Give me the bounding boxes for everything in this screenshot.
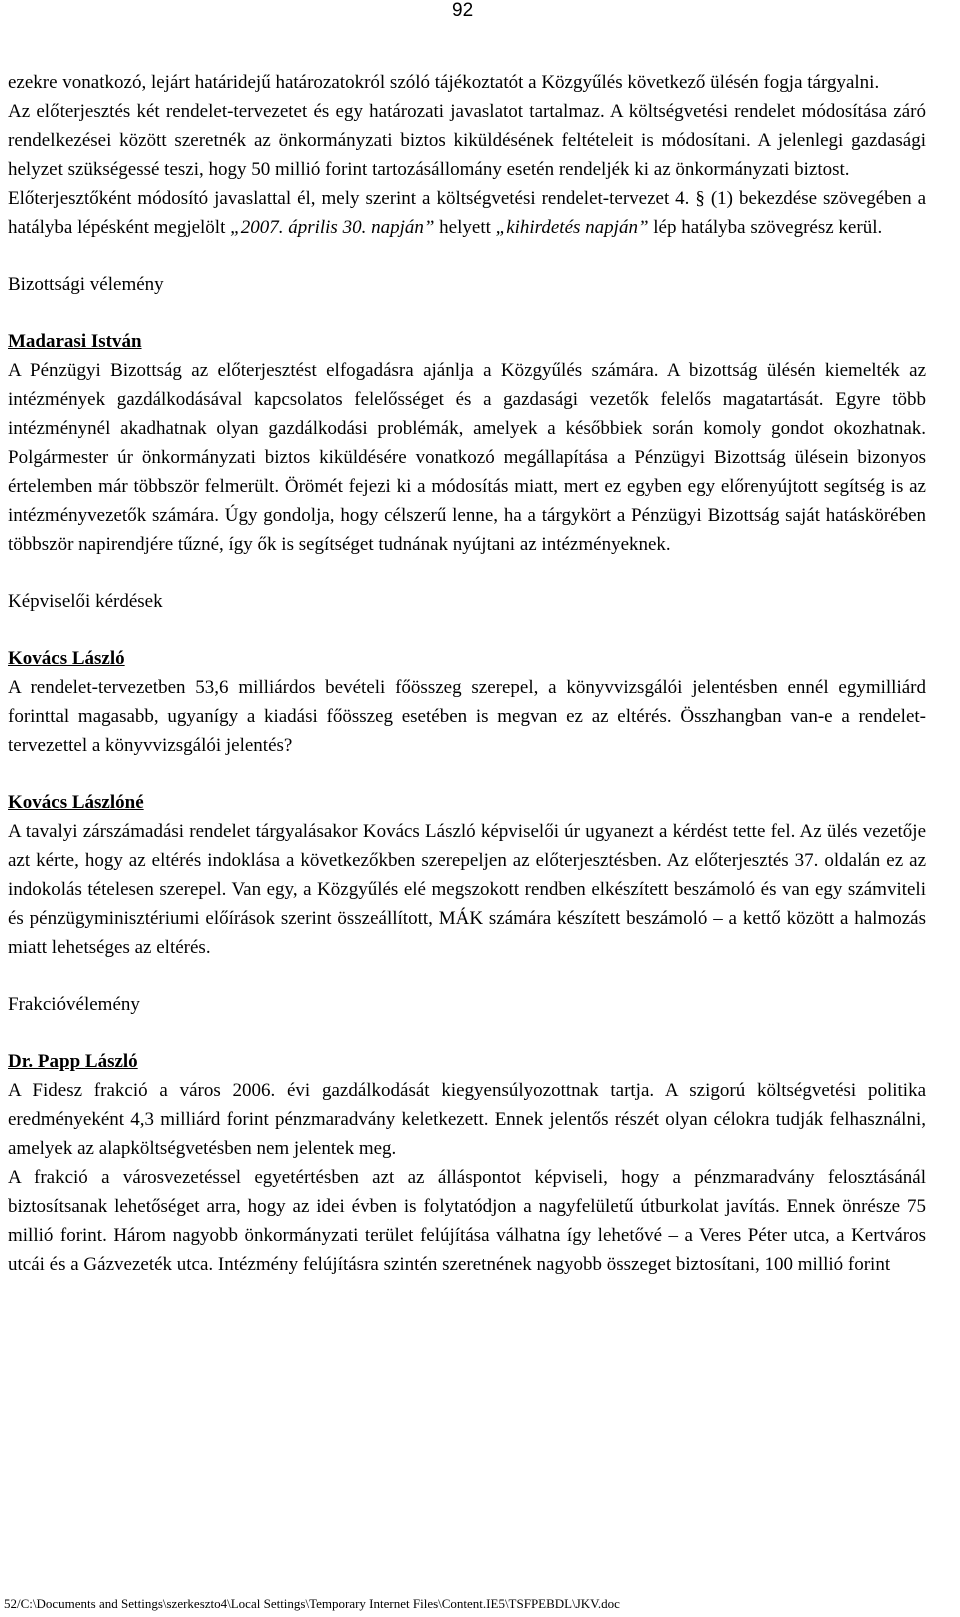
italic-text: „2007. április 30. napján”	[230, 217, 435, 238]
speaker-name: Kovács Lászlóné	[8, 792, 144, 813]
speaker-name: Kovács László	[8, 648, 125, 669]
document-body	[8, 68, 926, 1279]
speaker-name: Dr. Papp László	[8, 1051, 138, 1072]
text-run: Az előterjesztés két rendelet-tervezetet és egy határozati javaslatot tartalmaz. A költségvetési rendelet módosítása záró rendelkezései között szeretnék az önkormányzati biztos kiküldésének feltételeit is módosítani. A jelenlegi gazdasági helyzet szükségessé teszi, hogy 50 millió forint tartozásállomány esetén rendeljék ki az önkormányzati biztost.	[8, 101, 926, 180]
spacer	[8, 962, 926, 990]
text-run: lép hatályba szövegrész kerül.	[648, 217, 883, 238]
paragraph	[8, 184, 926, 242]
paragraph	[8, 1076, 926, 1163]
text-run: helyett	[434, 217, 496, 238]
page-number: 92	[452, 0, 474, 21]
paragraph	[8, 1163, 926, 1279]
spacer	[8, 559, 926, 587]
section-heading: Képviselői kérdések	[8, 591, 163, 612]
text-run: ezekre vonatkozó, lejárt határidejű határozatokról szóló tájékoztatót a Közgyűlés következő ülésén fogja tárgyalni.	[8, 72, 880, 93]
text-run: A tavalyi zárszámadási rendelet tárgyalásakor Kovács László képviselői úr ugyanezt a kérdést tette fel. Az ülés vezetője azt kérte, hogy az eltérés indoklása a következőkben szerepeljen az előterjesztésben. Az előterjesztés 37. oldalán ez az indokolás tételesen szerepel. Van egy, a Közgyűlés elé megszokott rendben elkészített beszámoló és van egy számviteli és pénzügyminisztériumi előírások szerint összeállított, MÁK számára készített beszámoló – a kettő között a halmozás miatt lehetséges az eltérés.	[8, 821, 926, 958]
text-run: A Fidesz frakció a város 2006. évi gazdálkodását kiegyensúlyozottnak tartja. A szigorú költségvetési politika eredményeként 4,3 milliárd forint pénzmaradvány keletkezett. Ennek jelentős részét olyan célokra tudják felhasználni, amelyek az alapköltségvetésben nem jelentek meg.	[8, 1080, 926, 1159]
text-run: A rendelet-tervezetben 53,6 milliárdos bevételi főösszeg szerepel, a könyvvizsgálói jelentésben ennél egymilliárd forinttal magasabb, ugyanígy a kiadási főösszeg esetében is megvan ez az eltérés. Összhangban van-e a rendelet-tervezettel a könyvvizsgálói jelentés?	[8, 677, 926, 756]
text-run: A Pénzügyi Bizottság az előterjesztést elfogadásra ajánlja a Közgyűlés számára. A bizottság ülésén kiemelték az intézmények gazdálkodásával kapcsolatos felelősséget és a gazdasági vezetők felelős magatartását. Egyre több intézménynél akadhatnak olyan gazdálkodási problémák, amelyek a későbbiek során komoly gondot okozhatnak. Polgármester úr önkormányzati biztos kiküldésére vonatkozó megállapítása a Pénzügyi Bizottság ülésein bizonyos értelemben már többször felmerült. Örömét fejezi ki a módosítás miatt, mert ez egyben egy előrenyújtott segítség is az intézményvezetők számára. Úgy gondolja, hogy célszerű lenne, ha a tárgykört a Pénzügyi Bizottság saját hatáskörében többször napirendjére tűzné, így ők is segítséget tudnának nyújtani az intézményeknek.	[8, 360, 926, 555]
paragraph	[8, 673, 926, 760]
spacer	[8, 760, 926, 788]
text-run: A frakció a városvezetéssel egyetértésben azt az álláspontot képviseli, hogy a pénzmaradvány felosztásánál biztosítsanak lehetőséget arra, hogy az idei évben is folytatódjon a nagyfelületű útburkolat javítás. Ennek önrésze 75 millió forint. Három nagyobb önkormányzati terület felújítása válhatna így lehetővé – a Veres Péter utca, a Kertváros utcái és a Gázvezeték utca. Intézmény felújításra szintén szeretnének nagyobb összeget biztosítani, 100 millió forint	[8, 1167, 926, 1275]
text-run: Előterjesztőként módosító javaslattal él, mely szerint a költségvetési rendelet-tervezet 4. § (1) bekezdése szövegében a hatályba lépésként megjelölt	[8, 188, 926, 238]
section-heading: Frakcióvélemény	[8, 994, 140, 1015]
paragraph	[8, 817, 926, 962]
spacer	[8, 1019, 926, 1047]
spacer	[8, 299, 926, 327]
section-heading: Bizottsági vélemény	[8, 274, 164, 295]
paragraph	[8, 356, 926, 559]
paragraph	[8, 68, 926, 97]
speaker-name: Madarasi István	[8, 331, 142, 352]
footer-file-path: 52/C:\Documents and Settings\szerkeszto4\Local Settings\Temporary Internet Files\Content.IE5\TSFPEBDL\JKV.doc	[4, 1596, 620, 1611]
italic-text: „kihirdetés napján”	[495, 217, 649, 238]
spacer	[8, 616, 926, 644]
spacer	[8, 242, 926, 270]
paragraph	[8, 97, 926, 184]
